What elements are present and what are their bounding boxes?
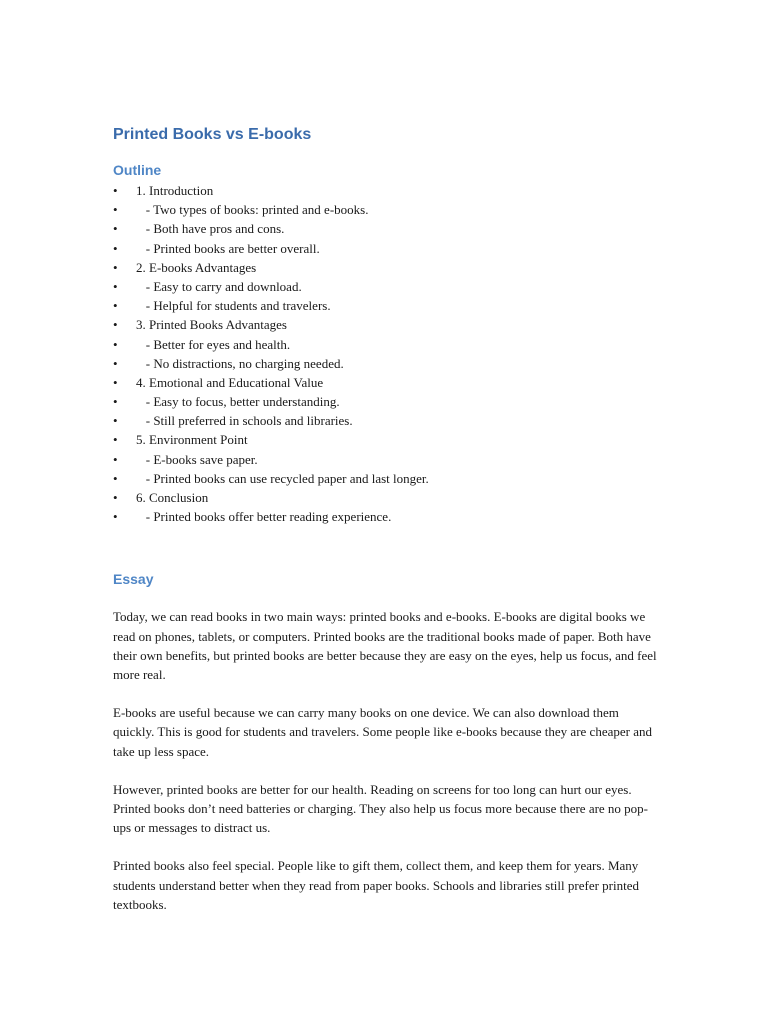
outline-item-text: - Helpful for students and travelers. [136, 298, 331, 314]
outline-item [113, 411, 658, 430]
outline-item [113, 507, 658, 526]
essay-heading: Essay [113, 571, 154, 588]
outline-item [113, 488, 658, 507]
outline-item [113, 181, 658, 200]
essay-paragraph: Printed books also feel special. People like to gift them, collect them, and keep them for years. Many students understand better when they read from paper books. Schools and libraries still prefer printed textbooks. [113, 858, 639, 912]
bullet-icon: • [113, 240, 118, 256]
bullet-icon: • [113, 413, 118, 429]
bullet-icon: • [113, 183, 118, 198]
outline-item-text: - Both have pros and cons. [136, 221, 285, 237]
outline-heading: Outline [113, 162, 162, 178]
bullet-icon: • [113, 374, 118, 390]
outline-item [113, 219, 658, 238]
outline-item [113, 296, 658, 315]
outline-item-text: - Easy to focus, better understanding. [136, 394, 340, 410]
outline-item [113, 354, 658, 373]
outline-item [113, 277, 658, 296]
outline-item-text: - No distractions, no charging needed. [136, 355, 344, 371]
outline-item-text: 3. Printed Books Advantages [136, 317, 287, 333]
outline-item-text: - Easy to carry and download. [136, 278, 302, 294]
outline-item-text: 2. E-books Advantages [136, 259, 257, 275]
outline-item-text: - Printed books are better overall. [136, 240, 320, 256]
essay-paragraph: E-books are useful because we can carry many books on one device. We can also download them quickly. This is good for students and travelers. Some people like e-books because they are cheaper and take up less space. [113, 705, 652, 759]
bullet-icon: • [113, 221, 118, 237]
outline-item [113, 430, 658, 449]
outline-item-text: 1. Introduction [136, 183, 214, 198]
bullet-icon: • [113, 509, 118, 525]
bullet-icon: • [113, 470, 118, 486]
outline-item-text: - E-books save paper. [136, 451, 258, 467]
bullet-icon: • [113, 490, 118, 505]
outline-item [113, 392, 658, 411]
outline-item-text: - Printed books can use recycled paper and last longer. [136, 470, 429, 486]
essay-paragraph: Today, we can read books in two main ways: printed books and e-books. E-books are digital books we read on phones, tablets, or computers. Printed books are the traditional books made of paper. Both have their own benefits, but printed books are better because they are easy on the eyes, help us focus, and feel more real. [113, 609, 657, 682]
outline-item [113, 239, 658, 258]
bullet-icon: • [113, 355, 118, 371]
bullet-icon: • [113, 336, 118, 352]
outline-item [113, 258, 658, 277]
outline-list [113, 181, 658, 526]
outline-item-text: 4. Emotional and Educational Value [136, 374, 324, 390]
bullet-icon: • [113, 394, 118, 410]
bullet-icon: • [113, 278, 118, 294]
outline-item-text: - Better for eyes and health. [136, 336, 291, 352]
outline-item-text: - Still preferred in schools and libraries. [136, 413, 353, 429]
bullet-icon: • [113, 202, 118, 218]
outline-item [113, 315, 658, 334]
document-title: Printed Books vs E-books [113, 126, 312, 143]
outline-item [113, 450, 658, 469]
essay-body [113, 607, 658, 914]
outline-item [113, 200, 658, 219]
bullet-icon: • [113, 432, 118, 448]
bullet-icon: • [113, 317, 118, 333]
bullet-icon: • [113, 298, 118, 314]
essay-paragraph: However, printed books are better for our health. Reading on screens for too long can hurt our eyes. Printed books don’t need batteries or charging. They also help us focus more because there are no pop-ups or messages to distract us. [113, 781, 649, 836]
outline-item-text: 5. Environment Point [136, 432, 248, 448]
outline-item-text: - Printed books offer better reading experience. [136, 509, 392, 525]
outline-item [113, 373, 658, 392]
bullet-icon: • [113, 451, 118, 467]
outline-item [113, 335, 658, 354]
outline-item-text: 6. Conclusion [136, 490, 209, 505]
outline-item [113, 469, 658, 488]
outline-item-text: - Two types of books: printed and e-books. [136, 202, 369, 218]
bullet-icon: • [113, 259, 118, 275]
